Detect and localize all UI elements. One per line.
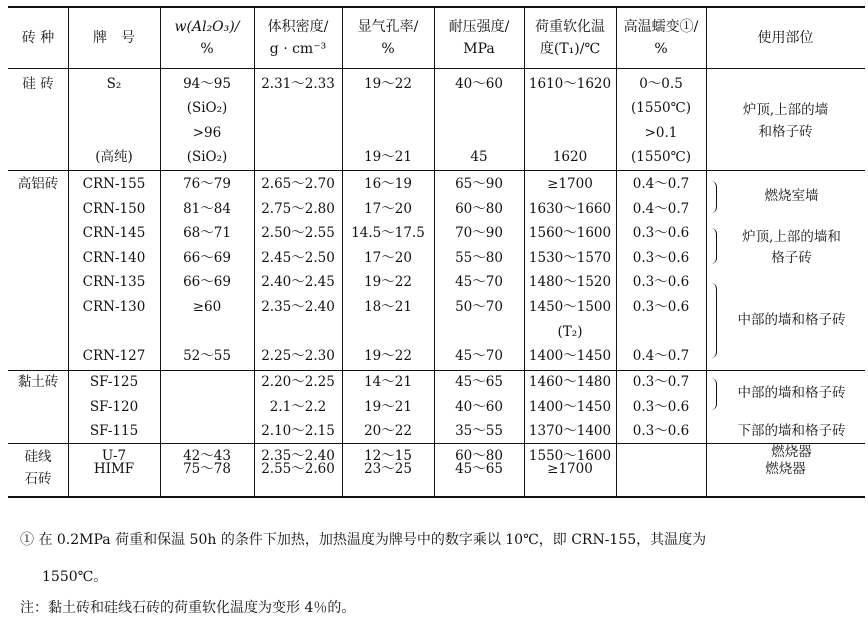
usage-cell: 中部的墙和格子砖 [737,312,846,328]
density-cell: 2.75～2.80 [261,200,335,217]
grade-cell: U-7 [101,448,127,465]
creep-cell: 0～0.5 [639,76,683,92]
density-cell: 2.45～2.50 [261,249,335,266]
creep-cell: 0.3～0.6 [632,274,690,291]
creep-cell: 0.3～0.6 [632,299,690,315]
creep-cell: >0.1 [644,125,678,141]
usage-cell: 炉顶,上部的墙 [742,102,829,118]
header-porosity-l1: 显气孔率/ [357,19,419,35]
density-cell: 2.10～2.15 [261,423,335,440]
strength-cell: 45～70 [455,274,503,291]
brace [709,228,717,264]
porosity-cell: 14～21 [364,374,412,390]
softening-cell: 1400～1450 [528,348,612,365]
porosity-cell: 17～20 [364,249,412,266]
grade-cell: HIMF [93,461,135,477]
brick-type-sillimanite-l1: 硅线 [24,449,52,465]
density-cell: 2.20～2.25 [261,374,335,390]
strength-cell: 50～70 [455,299,503,315]
usage-cell: 格子砖 [771,250,812,266]
alumina-cell: 66～69 [183,274,231,291]
alumina-cell: 75～78 [183,461,231,477]
usage-cell: 燃烧器 [765,461,806,477]
table-top-rule [8,6,865,8]
porosity-cell: 19～21 [364,149,412,165]
header-alumina-l1: w(Al₂O₃)/ [174,19,240,35]
density-cell: 2.35～2.40 [261,299,335,315]
brick-type-sillimanite-l2: 石砖 [24,471,52,487]
strength-cell: 45～65 [455,461,503,477]
strength-cell: 65～90 [455,176,503,192]
header-strength-l1: 耐压强度/ [448,19,510,35]
porosity-cell: 19～21 [364,398,412,415]
brace [709,181,717,213]
porosity-cell: 23～25 [364,461,412,477]
grade-cell: CRN-130 [82,299,146,315]
strength-cell: 45 [470,149,488,165]
strength-cell: 70～90 [455,225,503,242]
brick-type-silica: 硅 砖 [22,76,54,92]
alumina-cell: 66～69 [183,249,231,266]
alumina-cell: ≥60 [192,299,222,315]
header-softening-l2: 度(T₁)/℃ [539,41,601,57]
alumina-cell: (SiO₂) [186,149,228,165]
softening-cell: 1630～1660 [528,200,612,217]
porosity-cell: 12～15 [364,448,412,465]
softening-cell: 1460～1480 [528,374,612,390]
footnote-2: 注：黏土砖和硅线石砖的荷重软化温度为变形 4％的。 [20,600,356,616]
density-cell: 2.65～2.70 [261,176,335,192]
porosity-cell: 17～20 [364,200,412,217]
header-creep-l1: 高温蠕变①/ [623,19,699,35]
grade-cell: SF-125 [89,374,139,390]
grade-cell: CRN-135 [82,274,146,291]
grade-cell: S₂ [106,76,122,92]
silica-bottom-rule [8,170,865,171]
grade-cell: CRN-145 [82,225,146,242]
alumina-cell: 52～55 [183,348,231,365]
alumina-cell: 76～79 [183,176,231,192]
header-alumina-l2: % [200,41,214,57]
usage-cell: 和格子砖 [758,124,813,140]
porosity-cell: 18～21 [364,299,412,315]
density-cell: 2.25～2.30 [261,348,335,365]
header-density-l1: 体积密度/ [267,19,329,35]
grade-cell: SF-115 [89,423,139,440]
strength-cell: 35～55 [455,423,503,440]
header-creep-l2: % [654,41,668,57]
creep-cell: 0.3～0.6 [632,423,690,440]
header-strength-l2: MPa [463,41,495,57]
grade-cell: CRN-150 [82,200,146,217]
header-porosity-l2: % [381,41,395,57]
alumina-cell: 81～84 [183,200,231,217]
footnote-1-line-1: ① 在 0.2MPa 荷重和保温 50h 的条件下加热，加热温度为牌号中的数字乘以 10℃，即 CRN-155，其温度为 [20,532,707,548]
creep-cell: 0.3～0.6 [632,249,690,266]
density-cell: 2.55～2.60 [261,461,335,477]
header-grade: 牌 号 [93,30,135,46]
strength-cell: 40～60 [455,398,503,415]
usage-cell: 下部的墙和格子砖 [737,423,846,439]
strength-cell: 40～60 [455,76,503,92]
softening-cell: 1400～1450 [528,398,612,415]
creep-cell: (1550℃) [631,149,691,165]
creep-cell: 0.3～0.7 [632,374,690,390]
softening-cell: 1610～1620 [528,76,612,92]
alumina-cell: 94～95 [183,76,231,92]
strength-cell: 55～80 [455,249,503,266]
density-cell: 2.31～2.33 [261,76,335,92]
density-cell: 2.40～2.45 [261,274,335,291]
softening-cell: 1370～1400 [528,423,612,440]
density-cell: 2.50～2.55 [261,225,335,242]
softening-cell: 1450～1500 [528,299,612,315]
grade-cell: (高纯) [95,149,133,165]
density-cell: 2.1～2.2 [269,398,327,415]
brick-type-fireclay: 黏土砖 [17,374,59,390]
strength-cell: 60～80 [455,200,503,217]
table-bottom-rule [8,496,865,498]
density-cell: 2.35～2.40 [261,448,335,465]
grade-cell: CRN-155 [82,176,146,192]
usage-cell: 燃烧器 [771,444,812,460]
porosity-cell: 20～22 [364,423,412,440]
strength-cell: 45～70 [455,348,503,365]
softening-cell: (T₂) [557,323,583,340]
creep-cell: 0.4～0.7 [632,348,690,365]
usage-cell: 炉顶,上部的墙和 [742,229,841,245]
softening-cell: ≥1700 [547,176,593,192]
footnote-1-line-2: 1550℃。 [42,569,108,585]
softening-cell: 1530～1570 [528,249,612,266]
softening-cell: 1550～1600 [528,448,612,465]
creep-cell: 0.3～0.6 [632,398,690,415]
brick-type-high-alumina: 高铝砖 [17,176,59,192]
header-usage: 使用部位 [757,30,814,46]
grade-cell: CRN-140 [82,249,146,266]
brace [709,283,717,358]
grade-cell: SF-120 [89,398,139,415]
porosity-cell: 16～19 [364,176,412,192]
porosity-cell: 19～22 [364,348,412,365]
alumina-cell: 42～43 [183,448,231,465]
softening-cell: 1620 [552,149,588,165]
header-bottom-rule [8,68,865,69]
grade-cell: CRN-127 [82,348,146,365]
creep-cell: 0.3～0.6 [632,225,690,242]
header-brick-type: 砖 种 [21,30,55,46]
creep-cell: (1550℃) [631,100,691,116]
creep-cell: 0.4～0.7 [632,176,690,192]
softening-cell: 1480～1520 [528,274,612,291]
softening-cell: 1560～1600 [528,225,612,242]
header-density-l2: g · cm⁻³ [269,41,327,57]
alumina-cell: (SiO₂) [186,100,228,116]
strength-cell: 60～80 [455,448,503,465]
creep-cell: 0.4～0.7 [632,200,690,217]
alumina-cell: >96 [192,125,222,141]
header-softening-l1: 荷重软化温 [535,19,605,35]
brace [709,378,717,410]
usage-cell: 燃烧室墙 [764,188,819,204]
porosity-cell: 19～22 [364,274,412,291]
softening-cell: ≥1700 [547,461,593,477]
porosity-cell: 19～22 [364,76,412,92]
porosity-cell: 14.5～17.5 [351,225,425,242]
alumina-cell: 68～71 [183,225,231,242]
strength-cell: 45～65 [455,374,503,390]
usage-cell: 中部的墙和格子砖 [737,385,846,401]
column-divider [706,7,707,497]
